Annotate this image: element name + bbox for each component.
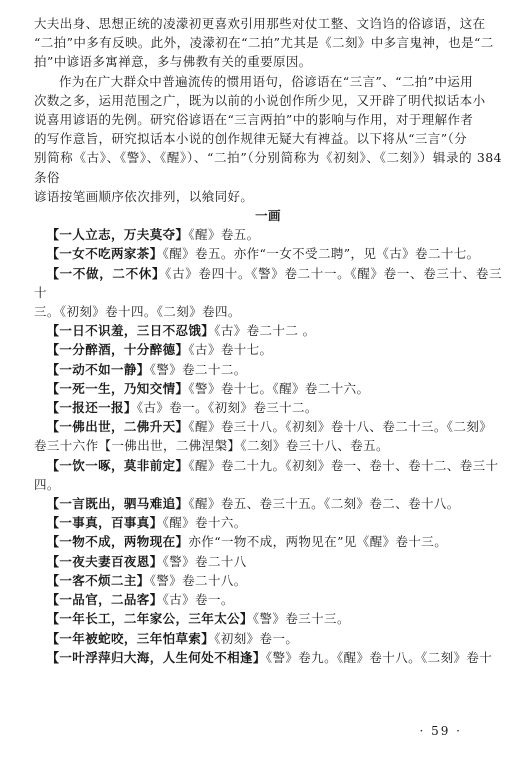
proverb-entry: [34, 590, 502, 609]
proverb-term: 【一女不吃两家茶】: [46, 246, 163, 262]
proverb-source: 《警》卷三十三。: [252, 611, 350, 627]
entry-line: [34, 360, 502, 379]
proverb-term: 【一死一生，乃知交情】: [46, 380, 189, 396]
proverb-source: 《警》卷九。《醒》卷十八。《二刻》卷十: [265, 649, 493, 665]
entry-line: [34, 629, 502, 648]
proverb-source: 《古》卷一。: [162, 592, 234, 608]
proverb-entry: [34, 629, 502, 648]
entry-line: [34, 552, 502, 571]
proverb-source: 《醒》卷五。: [188, 227, 260, 243]
proverb-entry: [34, 379, 502, 398]
proverb-source: 卷三十六作【一佛出世，二佛涅槃】《二刻》卷三十八、卷五。: [34, 438, 389, 454]
entry-line: [34, 302, 502, 321]
text-line: 大夫出身、思想正统的凌濛初更喜欢引用那些对仗工整、文诌诌的俗谚语，这在: [34, 16, 486, 31]
entry-line: [34, 225, 502, 244]
proverb-term: 【一人立志，万夫莫夺】: [46, 227, 189, 243]
entry-line: [34, 244, 502, 263]
entry-line: [34, 513, 502, 532]
text-line: 谚语按笔画顺序依次排列，以飨同好。: [34, 188, 254, 204]
proverb-entry: [34, 264, 502, 322]
entry-line: [34, 590, 502, 609]
proverb-source: 《醒》卷五。亦作“一女不受二聘”，见《古》卷二十七。: [162, 246, 480, 262]
proverb-entry: [34, 552, 502, 571]
proverb-source: 《警》卷二十八: [162, 553, 247, 569]
intro-paragraph: [34, 14, 502, 72]
entry-line: [34, 609, 502, 628]
text-line: 说喜用谚语的先例。研究俗谚语在“三言两拍”中的影响与作用，对于理解作者: [34, 112, 474, 128]
proverb-entry: [34, 417, 502, 455]
method-paragraph: [34, 72, 502, 206]
proverb-term: 【一年长工，二年家公，三年太公】: [46, 611, 253, 627]
proverb-entry: [34, 340, 502, 359]
proverb-source: 《醒》卷五、卷三十五。《二刻》卷二、卷十八。: [188, 496, 460, 512]
proverb-source: 《醒》卷二十九。《初刻》卷一、卷十、卷十二、卷三十: [188, 457, 499, 473]
entry-line: [34, 456, 502, 475]
section-heading: 一画: [255, 208, 281, 224]
proverb-entry: [34, 609, 502, 628]
proverb-entry: [34, 648, 502, 667]
entry-line: [34, 379, 502, 398]
entry-line: [34, 648, 502, 667]
proverb-entry: [34, 398, 502, 417]
proverb-term: 【一年被蛇咬，三年怕草索】: [46, 630, 215, 646]
proverb-term: 【一日不识羞，三日不忍饿】: [46, 323, 215, 339]
proverb-source: 《初刻》卷一。: [214, 630, 299, 646]
proverb-source: 四。: [34, 476, 60, 492]
page-body: [34, 14, 502, 667]
proverb-source: 《醒》卷十六。: [162, 515, 247, 531]
text-line: 拍”中谚语多寓禅意，多与佛教有关的重要原因。: [34, 54, 312, 70]
entry-line: [34, 340, 502, 359]
proverb-source: 《古》卷四十。《警》卷二十一。《醒》卷一、卷三十、卷三十: [34, 265, 502, 300]
proverb-term: 【一饮一啄，莫非前定】: [46, 457, 189, 473]
text-line: 次数之多，运用范围之广，既为以前的小说创作所少见，又开辟了明代拟话本小: [34, 92, 486, 108]
proverb-source: 三。《初刻》卷十四。《二刻》卷四。: [34, 304, 241, 320]
proverb-source: 《醒》卷三十八。《初刻》卷十八、卷二十三。《二刻》: [188, 419, 493, 435]
proverb-entry: [34, 571, 502, 590]
proverb-entry: [34, 456, 502, 494]
proverb-entry: [34, 360, 502, 379]
proverb-source: 《古》卷二十二 。: [214, 323, 316, 339]
proverb-source: 《警》卷二十八。: [149, 572, 247, 588]
entry-line: [34, 436, 502, 455]
entry-line: [34, 475, 502, 494]
entry-line: [34, 264, 502, 302]
text-line: 作为在广大群众中普遍流传的惯用语句，俗谚语在“三言”、“二拍”中运用: [59, 73, 474, 89]
page-number: · 59 ·: [419, 724, 462, 738]
proverb-entry: [34, 532, 502, 551]
proverb-entry: [34, 513, 502, 532]
proverb-source: 《古》卷十七。: [188, 342, 273, 358]
proverb-source: 《古》卷一。《初刻》卷三十二。: [136, 400, 318, 416]
proverb-term: 【一分醉酒，十分醉德】: [46, 342, 189, 358]
entry-line: [34, 398, 502, 417]
text-line: 的写作意旨，研究拟话本小说的创作规律无疑大有裨益。以下将从“三言”（分: [34, 131, 468, 147]
proverb-term: 【一客不烦二主】: [46, 572, 150, 588]
proverb-source: 亦作“一物不成，两物见在”见《醒》卷十三。: [188, 534, 448, 550]
proverb-term: 【一夜夫妻百夜恩】: [46, 553, 163, 569]
proverb-term: 【一事真，百事真】: [46, 515, 163, 531]
proverb-term: 【一言既出，驷马难追】: [46, 496, 189, 512]
entry-line: [34, 532, 502, 551]
proverb-term: 【一叶浮萍归大海，人生何处不相逢】: [46, 649, 266, 665]
text-line: “二拍”中多有反映。此外，凌濛初在“二拍”尤其是《二刻》中多言鬼神，也是“二: [34, 35, 494, 51]
proverb-entry: [34, 244, 502, 263]
entry-line: [34, 321, 502, 340]
text-line: 别简称《古》、《警》、《醒》）、“二拍”（分别简称为《初刻》、《二刻》）辑录的 384 条俗: [34, 150, 502, 185]
proverb-source: 《警》卷十七。《醒》卷二十六。: [188, 380, 370, 396]
proverb-term: 【一品官，二品客】: [46, 592, 163, 608]
proverb-entry: [34, 494, 502, 513]
proverb-term: 【一报还一报】: [46, 400, 137, 416]
proverb-list: [34, 225, 502, 667]
proverb-entry: [34, 225, 502, 244]
proverb-entry: [34, 321, 502, 340]
proverb-term: 【一动不如一静】: [46, 361, 150, 377]
proverb-term: 【一不做，二不休】: [46, 265, 166, 281]
entry-line: [34, 571, 502, 590]
proverb-source: 《警》卷二十二。: [149, 361, 247, 377]
entry-line: [34, 417, 502, 436]
proverb-term: 【一物不成，两物现在】: [46, 534, 189, 550]
proverb-term: 【一佛出世，二佛升天】: [46, 419, 189, 435]
entry-line: [34, 494, 502, 513]
